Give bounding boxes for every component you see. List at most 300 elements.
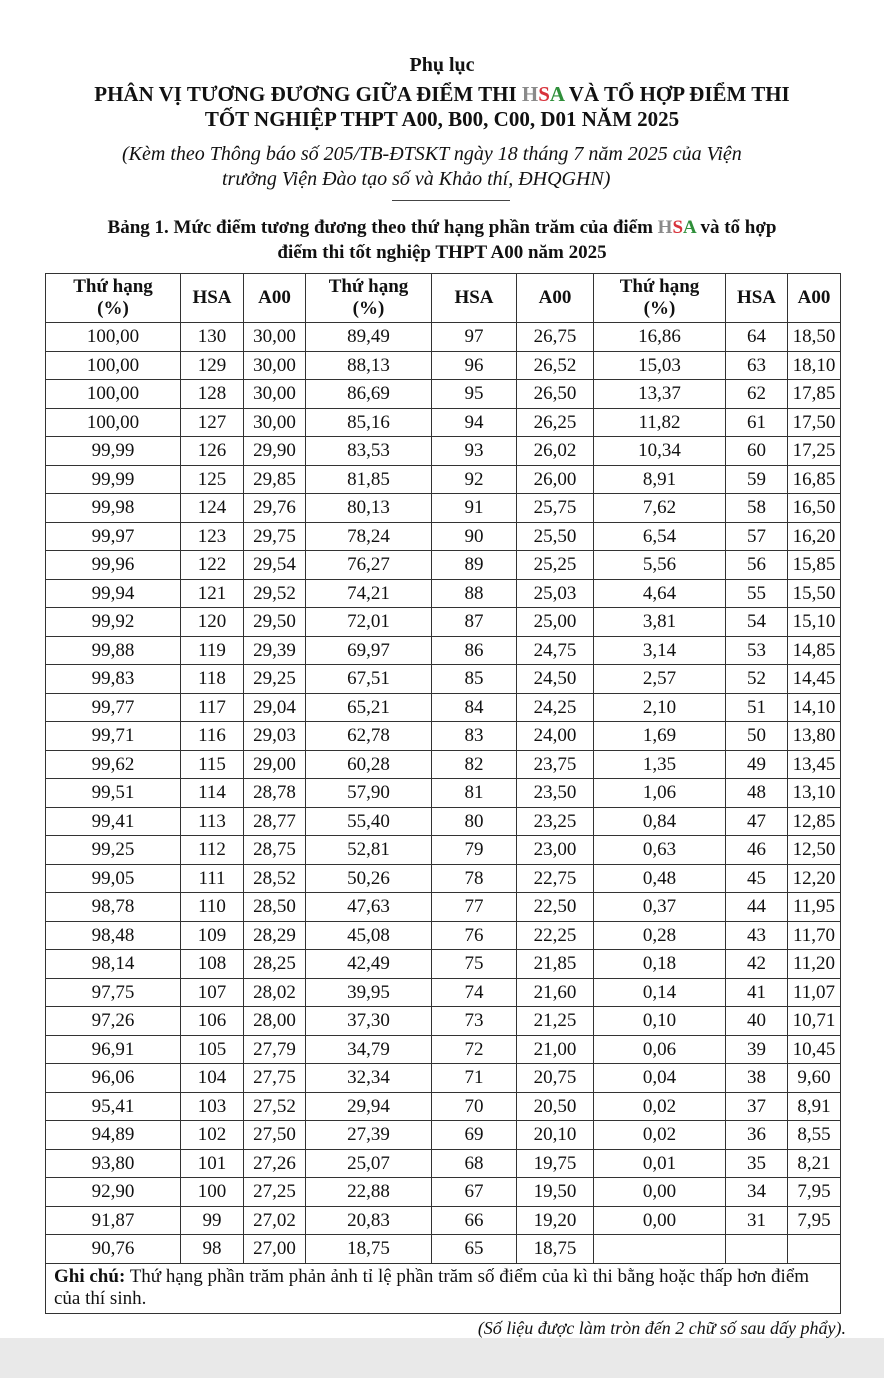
table-cell: 36 (726, 1121, 788, 1150)
table-cell: 99,62 (46, 750, 181, 779)
table-cell: 81,85 (306, 465, 432, 494)
table-cell: 4,64 (594, 579, 726, 608)
table-cell: 90 (432, 522, 517, 551)
table-body (46, 323, 841, 1264)
table-cell: 29,85 (244, 465, 306, 494)
table-cell: 100,00 (46, 323, 181, 352)
table-cell: 89,49 (306, 323, 432, 352)
table-cell: 90,76 (46, 1235, 181, 1264)
table-row (46, 665, 841, 694)
table-cell: 68 (432, 1149, 517, 1178)
table-cell: 117 (181, 693, 244, 722)
table-cell: 126 (181, 437, 244, 466)
title-text-b: VÀ TỔ HỢP ĐIỂM THI (563, 82, 790, 106)
table-cell: 127 (181, 408, 244, 437)
table-cell: 19,50 (517, 1178, 594, 1207)
table-cell: 27,26 (244, 1149, 306, 1178)
table-cell: 29,50 (244, 608, 306, 637)
table-cell: 0,18 (594, 950, 726, 979)
table-cell: 29,75 (244, 522, 306, 551)
table-cell: 0,63 (594, 836, 726, 865)
table-cell: 45,08 (306, 921, 432, 950)
table-cell: 23,50 (517, 779, 594, 808)
table-row (46, 693, 841, 722)
table-cell: 28,50 (244, 893, 306, 922)
table-cell: 0,04 (594, 1064, 726, 1093)
table-cell: 21,85 (517, 950, 594, 979)
table-cell: 25,75 (517, 494, 594, 523)
table-cell: 16,85 (788, 465, 841, 494)
table-cell: 31 (726, 1206, 788, 1235)
table-cell: 83 (432, 722, 517, 751)
table-cell: 100,00 (46, 351, 181, 380)
table-caption-line1 (0, 217, 884, 239)
header-a00-2: A00 (517, 274, 594, 323)
table-row (46, 836, 841, 865)
table-cell: 99,77 (46, 693, 181, 722)
table-cell: 28,02 (244, 978, 306, 1007)
table-cell: 34 (726, 1178, 788, 1207)
table-cell: 21,25 (517, 1007, 594, 1036)
table-cell: 54 (726, 608, 788, 637)
table-cell: 62,78 (306, 722, 432, 751)
table-cell: 105 (181, 1035, 244, 1064)
table-cell: 109 (181, 921, 244, 950)
table-cell: 96,06 (46, 1064, 181, 1093)
table-cell: 22,50 (517, 893, 594, 922)
table-row (46, 380, 841, 409)
table-cell: 8,55 (788, 1121, 841, 1150)
table-row (46, 864, 841, 893)
table-cell: 15,85 (788, 551, 841, 580)
table-cell: 29,52 (244, 579, 306, 608)
table-cell: 83,53 (306, 437, 432, 466)
table-cell: 106 (181, 1007, 244, 1036)
table-cell: 122 (181, 551, 244, 580)
table-cell: 0,14 (594, 978, 726, 1007)
table-cell: 17,25 (788, 437, 841, 466)
table-cell: 27,75 (244, 1064, 306, 1093)
table-cell: 56 (726, 551, 788, 580)
table-cell: 46 (726, 836, 788, 865)
table-cell: 62 (726, 380, 788, 409)
table-cell: 7,62 (594, 494, 726, 523)
table-cell: 23,75 (517, 750, 594, 779)
table-cell: 3,81 (594, 608, 726, 637)
table-cell: 52,81 (306, 836, 432, 865)
table-cell: 11,82 (594, 408, 726, 437)
rounding-footnote: (Số liệu được làm tròn đến 2 chữ số sau dấy phẩy). (477, 1318, 846, 1338)
subtitle-line1: (Kèm theo Thông báo số 205/TB-ĐTSKT ngày 18 tháng 7 năm 2025 của Viện (122, 143, 742, 165)
table-cell: 99,05 (46, 864, 181, 893)
table-cell: 91 (432, 494, 517, 523)
table-cell: 39 (726, 1035, 788, 1064)
table-cell: 14,45 (788, 665, 841, 694)
table-cell: 58 (726, 494, 788, 523)
table-cell: 17,85 (788, 380, 841, 409)
table-cell: 99,51 (46, 779, 181, 808)
table-cell: 92 (432, 465, 517, 494)
table-cell: 37 (726, 1092, 788, 1121)
table-cell: 28,78 (244, 779, 306, 808)
table-cell: 23,00 (517, 836, 594, 865)
table-cell: 0,06 (594, 1035, 726, 1064)
table-cell: 99,96 (46, 551, 181, 580)
subtitle-line2: trưởng Viện Đào tạo số và Khảo thí, ĐHQGHN) (222, 168, 611, 190)
table-cell: 8,21 (788, 1149, 841, 1178)
hsa-letter-s: S (538, 82, 550, 106)
table-cell: 10,34 (594, 437, 726, 466)
table-cell: 55,40 (306, 807, 432, 836)
table-cell: 22,25 (517, 921, 594, 950)
table-cell: 12,50 (788, 836, 841, 865)
table-cell: 67,51 (306, 665, 432, 694)
table-cell: 11,20 (788, 950, 841, 979)
header-hsa-2: HSA (432, 274, 517, 323)
table-cell: 86,69 (306, 380, 432, 409)
table-row (46, 323, 841, 352)
table-cell: 99 (181, 1206, 244, 1235)
table-cell: 34,79 (306, 1035, 432, 1064)
table-row (46, 551, 841, 580)
table-cell: 52 (726, 665, 788, 694)
table-cell: 28,25 (244, 950, 306, 979)
table-row (46, 408, 841, 437)
table-cell: 125 (181, 465, 244, 494)
caption-hsa-h: H (657, 217, 673, 238)
table-cell: 99,92 (46, 608, 181, 637)
table-cell: 119 (181, 636, 244, 665)
table-cell: 45 (726, 864, 788, 893)
table-row (46, 1121, 841, 1150)
table-row (46, 579, 841, 608)
table-cell: 81 (432, 779, 517, 808)
table-cell: 116 (181, 722, 244, 751)
table-cell: 14,10 (788, 693, 841, 722)
table-cell: 7,95 (788, 1206, 841, 1235)
table-cell: 0,84 (594, 807, 726, 836)
table-cell: 97 (432, 323, 517, 352)
table-cell: 88,13 (306, 351, 432, 380)
table-cell: 98 (181, 1235, 244, 1264)
table-cell: 49 (726, 750, 788, 779)
table-cell: 0,10 (594, 1007, 726, 1036)
caption-hsa-a: A (683, 217, 696, 238)
table-cell: 17,50 (788, 408, 841, 437)
table-row (46, 1206, 841, 1235)
table-cell: 63 (726, 351, 788, 380)
table-cell: 93 (432, 437, 517, 466)
table-row (46, 1007, 841, 1036)
table-row (46, 921, 841, 950)
table-cell: 129 (181, 351, 244, 380)
table-cell: 11,95 (788, 893, 841, 922)
table-cell: 91,87 (46, 1206, 181, 1235)
header-hsa-3: HSA (726, 274, 788, 323)
table-cell: 48 (726, 779, 788, 808)
table-cell: 96 (432, 351, 517, 380)
table-row (46, 722, 841, 751)
header-rank-1: Thứ hạng (%) (46, 274, 181, 323)
table-cell: 98,48 (46, 921, 181, 950)
table-cell: 42,49 (306, 950, 432, 979)
table-cell: 42 (726, 950, 788, 979)
table-cell: 29,25 (244, 665, 306, 694)
table-cell: 1,35 (594, 750, 726, 779)
table-cell: 15,10 (788, 608, 841, 637)
table-cell: 85,16 (306, 408, 432, 437)
table-cell (726, 1235, 788, 1264)
header-hsa-1: HSA (181, 274, 244, 323)
table-cell: 74,21 (306, 579, 432, 608)
table-cell: 26,25 (517, 408, 594, 437)
table-cell: 20,50 (517, 1092, 594, 1121)
table-cell: 40 (726, 1007, 788, 1036)
title-text-a: PHÂN VỊ TƯƠNG ĐƯƠNG GIỮA ĐIỂM THI (94, 82, 522, 106)
table-cell: 55 (726, 579, 788, 608)
table-cell: 12,20 (788, 864, 841, 893)
table-cell: 77 (432, 893, 517, 922)
table-cell: 69 (432, 1121, 517, 1150)
note-cell (46, 1263, 841, 1313)
table-cell: 80 (432, 807, 517, 836)
table-cell: 88 (432, 579, 517, 608)
table-cell: 25,50 (517, 522, 594, 551)
table-cell: 27,02 (244, 1206, 306, 1235)
table-caption-line2: điểm thi tốt nghiệp THPT A00 năm 2025 (277, 242, 607, 263)
table-cell: 37,30 (306, 1007, 432, 1036)
table-cell: 8,91 (594, 465, 726, 494)
table-cell: 113 (181, 807, 244, 836)
table-cell: 14,85 (788, 636, 841, 665)
table-cell: 20,83 (306, 1206, 432, 1235)
table-cell: 85 (432, 665, 517, 694)
table-cell: 21,00 (517, 1035, 594, 1064)
table-cell: 25,25 (517, 551, 594, 580)
header-a00-3: A00 (788, 274, 841, 323)
table-cell: 99,99 (46, 465, 181, 494)
table-cell: 66 (432, 1206, 517, 1235)
table-cell: 72 (432, 1035, 517, 1064)
table-row (46, 950, 841, 979)
table-cell: 22,88 (306, 1178, 432, 1207)
table-cell: 5,56 (594, 551, 726, 580)
table-row (46, 522, 841, 551)
table-row (46, 1235, 841, 1264)
table-cell: 22,75 (517, 864, 594, 893)
table-cell: 26,52 (517, 351, 594, 380)
table-cell: 99,25 (46, 836, 181, 865)
hsa-letter-a: A (549, 82, 564, 106)
document-title-line1 (0, 82, 884, 107)
table-cell: 72,01 (306, 608, 432, 637)
table-cell: 19,20 (517, 1206, 594, 1235)
table-cell: 87 (432, 608, 517, 637)
table-cell: 24,50 (517, 665, 594, 694)
table-cell: 50 (726, 722, 788, 751)
table-cell: 29,94 (306, 1092, 432, 1121)
table-cell: 73 (432, 1007, 517, 1036)
table-cell: 27,00 (244, 1235, 306, 1264)
table-cell: 25,07 (306, 1149, 432, 1178)
table-cell: 104 (181, 1064, 244, 1093)
table-cell: 2,10 (594, 693, 726, 722)
table-cell: 21,60 (517, 978, 594, 1007)
table-cell: 38 (726, 1064, 788, 1093)
table-cell: 60 (726, 437, 788, 466)
table-cell: 0,00 (594, 1206, 726, 1235)
table-cell: 13,37 (594, 380, 726, 409)
table-cell: 27,52 (244, 1092, 306, 1121)
table-cell: 95,41 (46, 1092, 181, 1121)
note-row (46, 1263, 841, 1313)
table-cell: 29,00 (244, 750, 306, 779)
table-cell: 28,00 (244, 1007, 306, 1036)
table-cell: 0,48 (594, 864, 726, 893)
table-cell: 18,75 (517, 1235, 594, 1264)
table-cell: 86 (432, 636, 517, 665)
table-cell: 76,27 (306, 551, 432, 580)
table-cell: 89 (432, 551, 517, 580)
table-cell: 1,69 (594, 722, 726, 751)
table-cell: 13,10 (788, 779, 841, 808)
table-cell: 0,28 (594, 921, 726, 950)
table-row (46, 1178, 841, 1207)
table-cell: 74 (432, 978, 517, 1007)
table-cell: 32,34 (306, 1064, 432, 1093)
table-cell: 13,80 (788, 722, 841, 751)
table-cell: 29,76 (244, 494, 306, 523)
table-cell: 57 (726, 522, 788, 551)
table-cell: 24,00 (517, 722, 594, 751)
table-cell: 102 (181, 1121, 244, 1150)
table-row (46, 1092, 841, 1121)
table-cell: 114 (181, 779, 244, 808)
table-cell: 82 (432, 750, 517, 779)
table-cell (788, 1235, 841, 1264)
table-cell: 70 (432, 1092, 517, 1121)
table-cell: 93,80 (46, 1149, 181, 1178)
table-row (46, 636, 841, 665)
caption-text-a: Bảng 1. Mức điểm tương đương theo thứ hạng phần trăm của điểm (107, 217, 658, 238)
table-cell: 16,86 (594, 323, 726, 352)
table-row (46, 893, 841, 922)
table-cell: 28,52 (244, 864, 306, 893)
table-cell: 94,89 (46, 1121, 181, 1150)
table-cell: 99,98 (46, 494, 181, 523)
table-cell: 108 (181, 950, 244, 979)
table-cell: 24,25 (517, 693, 594, 722)
hsa-letter-h: H (521, 82, 539, 106)
table-cell: 110 (181, 893, 244, 922)
table-cell: 69,97 (306, 636, 432, 665)
table-cell: 112 (181, 836, 244, 865)
table-cell: 53 (726, 636, 788, 665)
table-cell: 99,83 (46, 665, 181, 694)
header-rank-3: Thứ hạng (%) (594, 274, 726, 323)
table-cell: 96,91 (46, 1035, 181, 1064)
table-cell: 11,07 (788, 978, 841, 1007)
table-cell: 67 (432, 1178, 517, 1207)
table-cell: 30,00 (244, 351, 306, 380)
table-cell: 23,25 (517, 807, 594, 836)
table-cell: 15,50 (788, 579, 841, 608)
table-row (46, 1149, 841, 1178)
table-cell: 80,13 (306, 494, 432, 523)
table-cell: 29,54 (244, 551, 306, 580)
table-cell: 101 (181, 1149, 244, 1178)
table-cell: 47,63 (306, 893, 432, 922)
table-cell: 27,25 (244, 1178, 306, 1207)
table-cell: 29,39 (244, 636, 306, 665)
caption-text-b: và tổ hợp (695, 217, 777, 238)
table-cell: 61 (726, 408, 788, 437)
table-cell: 10,45 (788, 1035, 841, 1064)
table-cell: 57,90 (306, 779, 432, 808)
table-cell: 25,03 (517, 579, 594, 608)
table-cell: 100,00 (46, 408, 181, 437)
table-cell: 30,00 (244, 323, 306, 352)
table-cell: 3,14 (594, 636, 726, 665)
table-cell: 2,57 (594, 665, 726, 694)
table-cell: 97,75 (46, 978, 181, 1007)
table-cell: 111 (181, 864, 244, 893)
table-cell: 60,28 (306, 750, 432, 779)
table-cell: 71 (432, 1064, 517, 1093)
table-cell: 7,95 (788, 1178, 841, 1207)
table-cell: 44 (726, 893, 788, 922)
table-cell: 121 (181, 579, 244, 608)
table-cell: 29,04 (244, 693, 306, 722)
table-cell: 12,85 (788, 807, 841, 836)
table-cell: 20,75 (517, 1064, 594, 1093)
table-cell: 99,97 (46, 522, 181, 551)
table-cell: 59 (726, 465, 788, 494)
table-cell: 26,75 (517, 323, 594, 352)
table-row (46, 807, 841, 836)
table-header-row (46, 274, 841, 323)
table-cell: 65,21 (306, 693, 432, 722)
table-cell: 29,90 (244, 437, 306, 466)
table-cell: 76 (432, 921, 517, 950)
table-cell: 107 (181, 978, 244, 1007)
table-row (46, 779, 841, 808)
table-cell: 11,70 (788, 921, 841, 950)
table-cell: 98,14 (46, 950, 181, 979)
table-cell: 28,29 (244, 921, 306, 950)
caption-hsa-s: S (672, 217, 684, 238)
table-cell: 103 (181, 1092, 244, 1121)
note-label: Ghi chú: (54, 1266, 126, 1287)
table-cell: 24,75 (517, 636, 594, 665)
table-cell: 99,88 (46, 636, 181, 665)
table-cell: 124 (181, 494, 244, 523)
page-bottom-band (0, 1338, 884, 1378)
table-cell: 20,10 (517, 1121, 594, 1150)
table-cell: 79 (432, 836, 517, 865)
table-cell: 128 (181, 380, 244, 409)
table-cell: 97,26 (46, 1007, 181, 1036)
table-cell: 8,91 (788, 1092, 841, 1121)
table-cell: 18,10 (788, 351, 841, 380)
table-cell: 65 (432, 1235, 517, 1264)
table-cell: 19,75 (517, 1149, 594, 1178)
table-cell: 99,71 (46, 722, 181, 751)
table-cell: 43 (726, 921, 788, 950)
table-cell: 6,54 (594, 522, 726, 551)
table-cell: 123 (181, 522, 244, 551)
table-cell: 120 (181, 608, 244, 637)
